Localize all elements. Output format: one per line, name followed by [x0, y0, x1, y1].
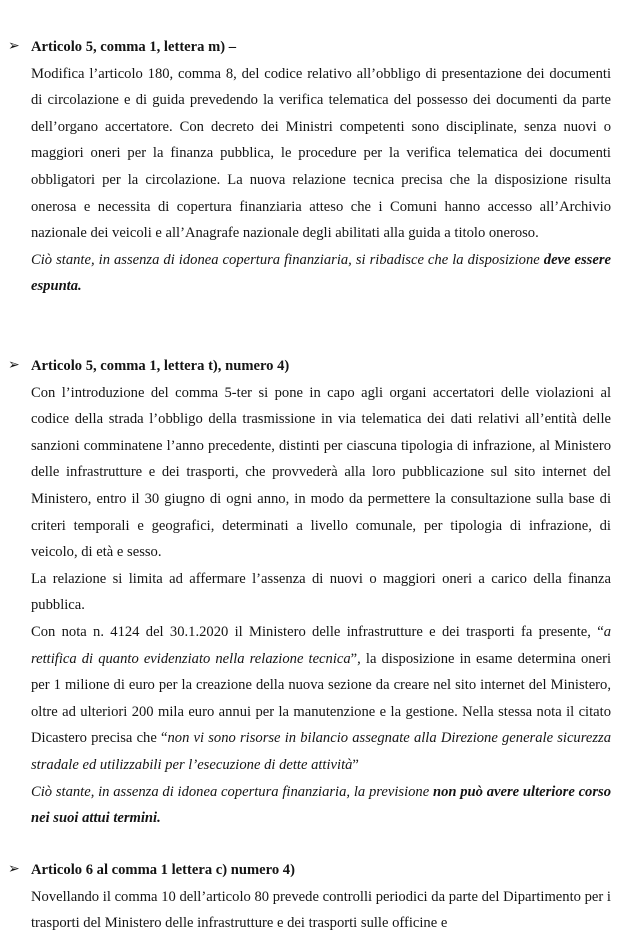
paragraph [31, 619, 611, 779]
quote-italic: non vi sono risorse in bilancio assegnate alla Direzione generale sicurezza stradale ed utilizzabili per l’esecuzione di dette attività [31, 730, 611, 773]
paragraph: La relazione si limita ad affermare l’assenza di nuovi o maggiori oneri a carico della finanza pubblica. [31, 570, 611, 614]
quote-italic: a rettifica di quanto evidenziato nella relazione tecnica [31, 623, 611, 667]
paragraph: Con l’introduzione del comma 5-ter si pone in capo agli organi accertatori delle violazioni al codice della strada l’obbligo della trasmissione in via telematica dei dati relativi all’entità delle sanzioni comminatene l’anno precedente, distinti per ciascuna tipologia di infrazione, al Ministero delle infrastrutture e dei trasporti, che provvederà alla loro pubblicazione sul sito internet del Ministero, entro il 30 giugno di ogni anno, in modo da permettere la consultazione sulla base di criteri temporali e geografici, determinati a livello comunale, per tipologia di infrazione, di veicolo, di età e sesso. [31, 384, 611, 561]
section-heading [0, 353, 635, 380]
section-heading [0, 857, 635, 884]
text-run: ”, la disposizione in esame determina oneri per 1 milione di euro per la creazione della nuova sezione da creare nel sito internet del Ministero, oltre ad ulteriori 200 mila euro annui per la manutenzione e la gestione. Nella stessa nota il citato Dicastero precisa che “ [31, 650, 611, 747]
conclusion-paragraph [31, 247, 611, 300]
text-run: Con nota n. 4124 del 30.1.2020 il Ministero delle infrastrutture e dei trasporti fa presente, “ [31, 623, 604, 640]
section-art5-t [0, 353, 635, 832]
section-art5-m [0, 34, 635, 300]
conclusion-paragraph [31, 779, 611, 832]
heading-text: Articolo 5, comma 1, lettera t), numero 4) [31, 358, 290, 374]
text-run: ” [352, 756, 359, 773]
conclusion-italic: Ciò stante, in assenza di idonea copertura finanziaria, si ribadisce che la disposizione [31, 251, 544, 268]
arrow-bullet-icon: ➢ [8, 39, 20, 54]
heading-text: Articolo 5, comma 1, lettera m) – [31, 39, 237, 55]
paragraph: Modifica l’articolo 180, comma 8, del codice relativo all’obbligo di presentazione dei documenti di circolazione e di guida prevedendo la verifica telematica del possesso dei documenti da parte dell’organo accertatore. Con decreto dei Ministri competenti sono disciplinate, senza nuovi o maggiori oneri per la finanza pubblica, le procedure per la verifica telematica dei documenti obbligatori per la circolazione. La nuova relazione tecnica precisa che la disposizione risulta onerosa e necessita di copertura finanziaria atteso che i Comuni hanno accesso all’Archivio nazionale dei veicoli e all’Anagrafe nazionale degli abilitati alla guida a titolo oneroso. [31, 65, 611, 242]
conclusion-italic: Ciò stante, in assenza di idonea copertura finanziaria, la previsione [31, 783, 433, 800]
paragraph: Novellando il comma 10 dell’articolo 80 prevede controlli periodici da parte del Dipartimento per i trasporti del Ministero delle infrastrutture e dei trasporti sulle officine e [31, 888, 611, 932]
section-body [31, 884, 611, 937]
section-body [31, 380, 611, 832]
section-art6-c [0, 857, 635, 937]
section-heading [0, 34, 635, 61]
arrow-bullet-icon: ➢ [8, 862, 20, 877]
conclusion-bold: non può avere ulteriore corso nei suoi attui termini. [31, 783, 612, 827]
section-body [31, 61, 611, 300]
arrow-bullet-icon: ➢ [8, 358, 20, 373]
heading-text: Articolo 6 al comma 1 lettera c) numero 4) [31, 862, 295, 878]
conclusion-bold: deve essere espunta. [31, 251, 611, 295]
